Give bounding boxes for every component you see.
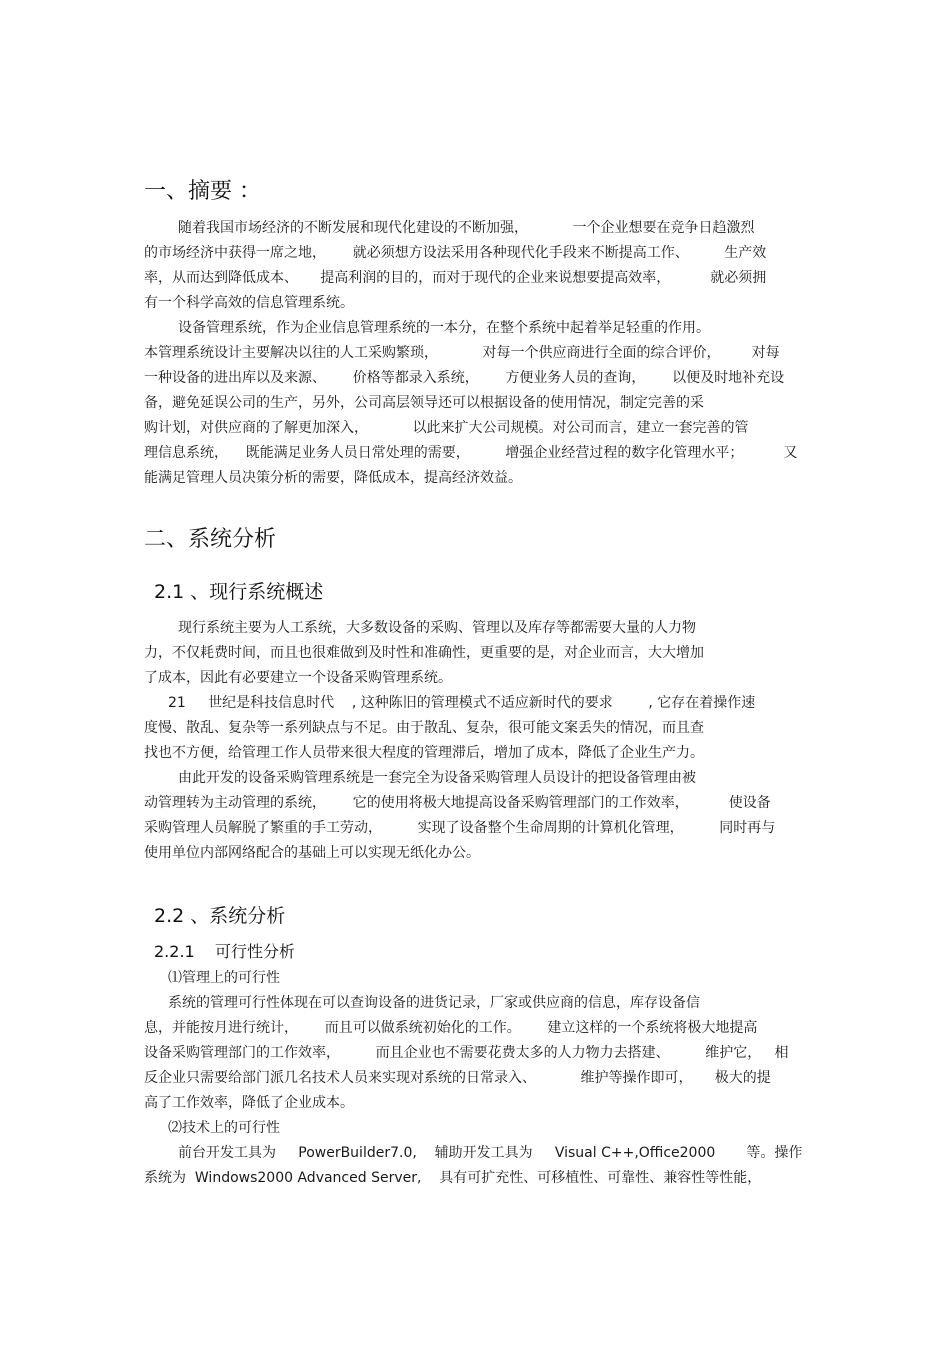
paragraph-line: 采购管理人员解脱了繁重的手工劳动， 实现了设备整个生命周期的计算机化管理， 同时再与 <box>144 820 776 836</box>
paragraph-line: 的市场经济中获得一席之地， 就必须想方设法采用各种现代化手段来不断提高工作、 生产效 <box>144 245 767 261</box>
paragraph-line: 设备管理系统，作为企业信息管理系统的一本分，在整个系统中起着举足轻重的作用。 <box>178 320 710 336</box>
paragraph-line: 由此开发的设备采购管理系统是一套完全为设备采购管理人员设计的把设备管理由被 <box>178 770 696 786</box>
paragraph-line: 本管理系统设计主要解决以往的人工采购繁琐， 对每一个供应商进行全面的综合评价， 对每 <box>144 345 780 361</box>
paragraph-line: 现行系统主要为人工系统，大多数设备的采购、管理以及库存等都需要大量的人力物 <box>178 620 696 636</box>
subsection-2-2-heading: 2.2 、系统分析 <box>154 905 286 927</box>
paragraph-line: 有一个科学高效的信息管理系统。 <box>144 295 354 311</box>
paragraph-line: 设备采购管理部门的工作效率， 而且企业也不需要花费太多的人力物力去搭建、 维护它， 相 <box>144 1045 789 1061</box>
paragraph-line: 使用单位内部网络配合的基础上可以实现无纸化办公。 <box>144 845 480 861</box>
paragraph-line: 动管理转为主动管理的系统， 它的使用将极大地提高设备采购管理部门的工作效率， 使设备 <box>144 795 771 811</box>
subsection-2-2-1-heading: 2.2.1 可行性分析 <box>154 942 296 961</box>
paragraph-line: 21 世纪是科技信息时代 , 这种陈旧的管理模式不适应新时代的要求 , 它存在着操作速 <box>168 695 756 711</box>
paragraph-line: 能满足管理人员决策分析的需要，降低成本，提高经济效益。 <box>144 470 522 486</box>
section-2-heading: 二、系统分析 <box>144 527 277 552</box>
paragraph-line: 随着我国市场经济的不断发展和现代化建设的不断加强， 一个企业想要在竞争日趋激烈 <box>178 220 755 236</box>
paragraph-line: 度慢、散乱、复杂等一系列缺点与不足。由于散乱、复杂，很可能文案丢失的情况，而且查 <box>144 720 704 736</box>
subsection-2-1-heading: 2.1 、现行系统概述 <box>154 581 324 603</box>
paragraph-line: 反企业只需要给部门派几名技术人员来实现对系统的日常录入、 维护等操作即可， 极大的提 <box>144 1070 771 1086</box>
list-item-label: ⑴管理上的可行性 <box>168 970 280 986</box>
paragraph-line: 购计划，对供应商的了解更加深入， 以此来扩大公司规模。对公司而言，建立一套完善的管 <box>144 420 749 436</box>
section-1-heading: 一、摘要 ： <box>144 179 261 204</box>
paragraph-line: 力，不仅耗费时间，而且也很难做到及时性和准确性，更重要的是，对企业而言，大大增加 <box>144 645 704 661</box>
paragraph-line: 找也不方便，给管理工作人员带来很大程度的管理滞后，增加了成本，降低了企业生产力。 <box>144 745 704 761</box>
paragraph-line: 高了工作效率，降低了企业成本。 <box>144 1095 354 1111</box>
paragraph-line: 前台开发工具为 PowerBuilder7.0, 辅助开发工具为 Visual C++,Office2000 等。操作 <box>178 1145 803 1161</box>
list-item-label: ⑵技术上的可行性 <box>168 1120 280 1136</box>
paragraph-line: 率，从而达到降低成本、 提高利润的目的，而对于现代的企业来说想要提高效率， 就必须拥 <box>144 270 767 286</box>
paragraph-line: 系统为 Windows2000 Advanced Server, 具有可扩充性、可移植性、可靠性、兼容性等性能， <box>144 1170 762 1186</box>
paragraph-line: 备，避免延误公司的生产，另外，公司高层领导还可以根据设备的使用情况，制定完善的采 <box>144 395 704 411</box>
paragraph-line: 系统的管理可行性体现在可以查询设备的进货记录，厂家或供应商的信息，库存设备信 <box>168 995 700 1011</box>
paragraph-line: 了成本，因此有必要建立一个设备采购管理系统。 <box>144 670 452 686</box>
paragraph-line: 理信息系统， 既能满足业务人员日常处理的需要， 增强企业经营过程的数字化管理水平； 又 <box>144 445 798 461</box>
paragraph-line: 息，并能按月进行统计， 而且可以做系统初始化的工作。 建立这样的一个系统将极大地提高 <box>144 1020 758 1036</box>
paragraph-line: 一种设备的进出库以及来源、 价格等都录入系统， 方便业务人员的查询， 以便及时地补充设 <box>144 370 785 386</box>
